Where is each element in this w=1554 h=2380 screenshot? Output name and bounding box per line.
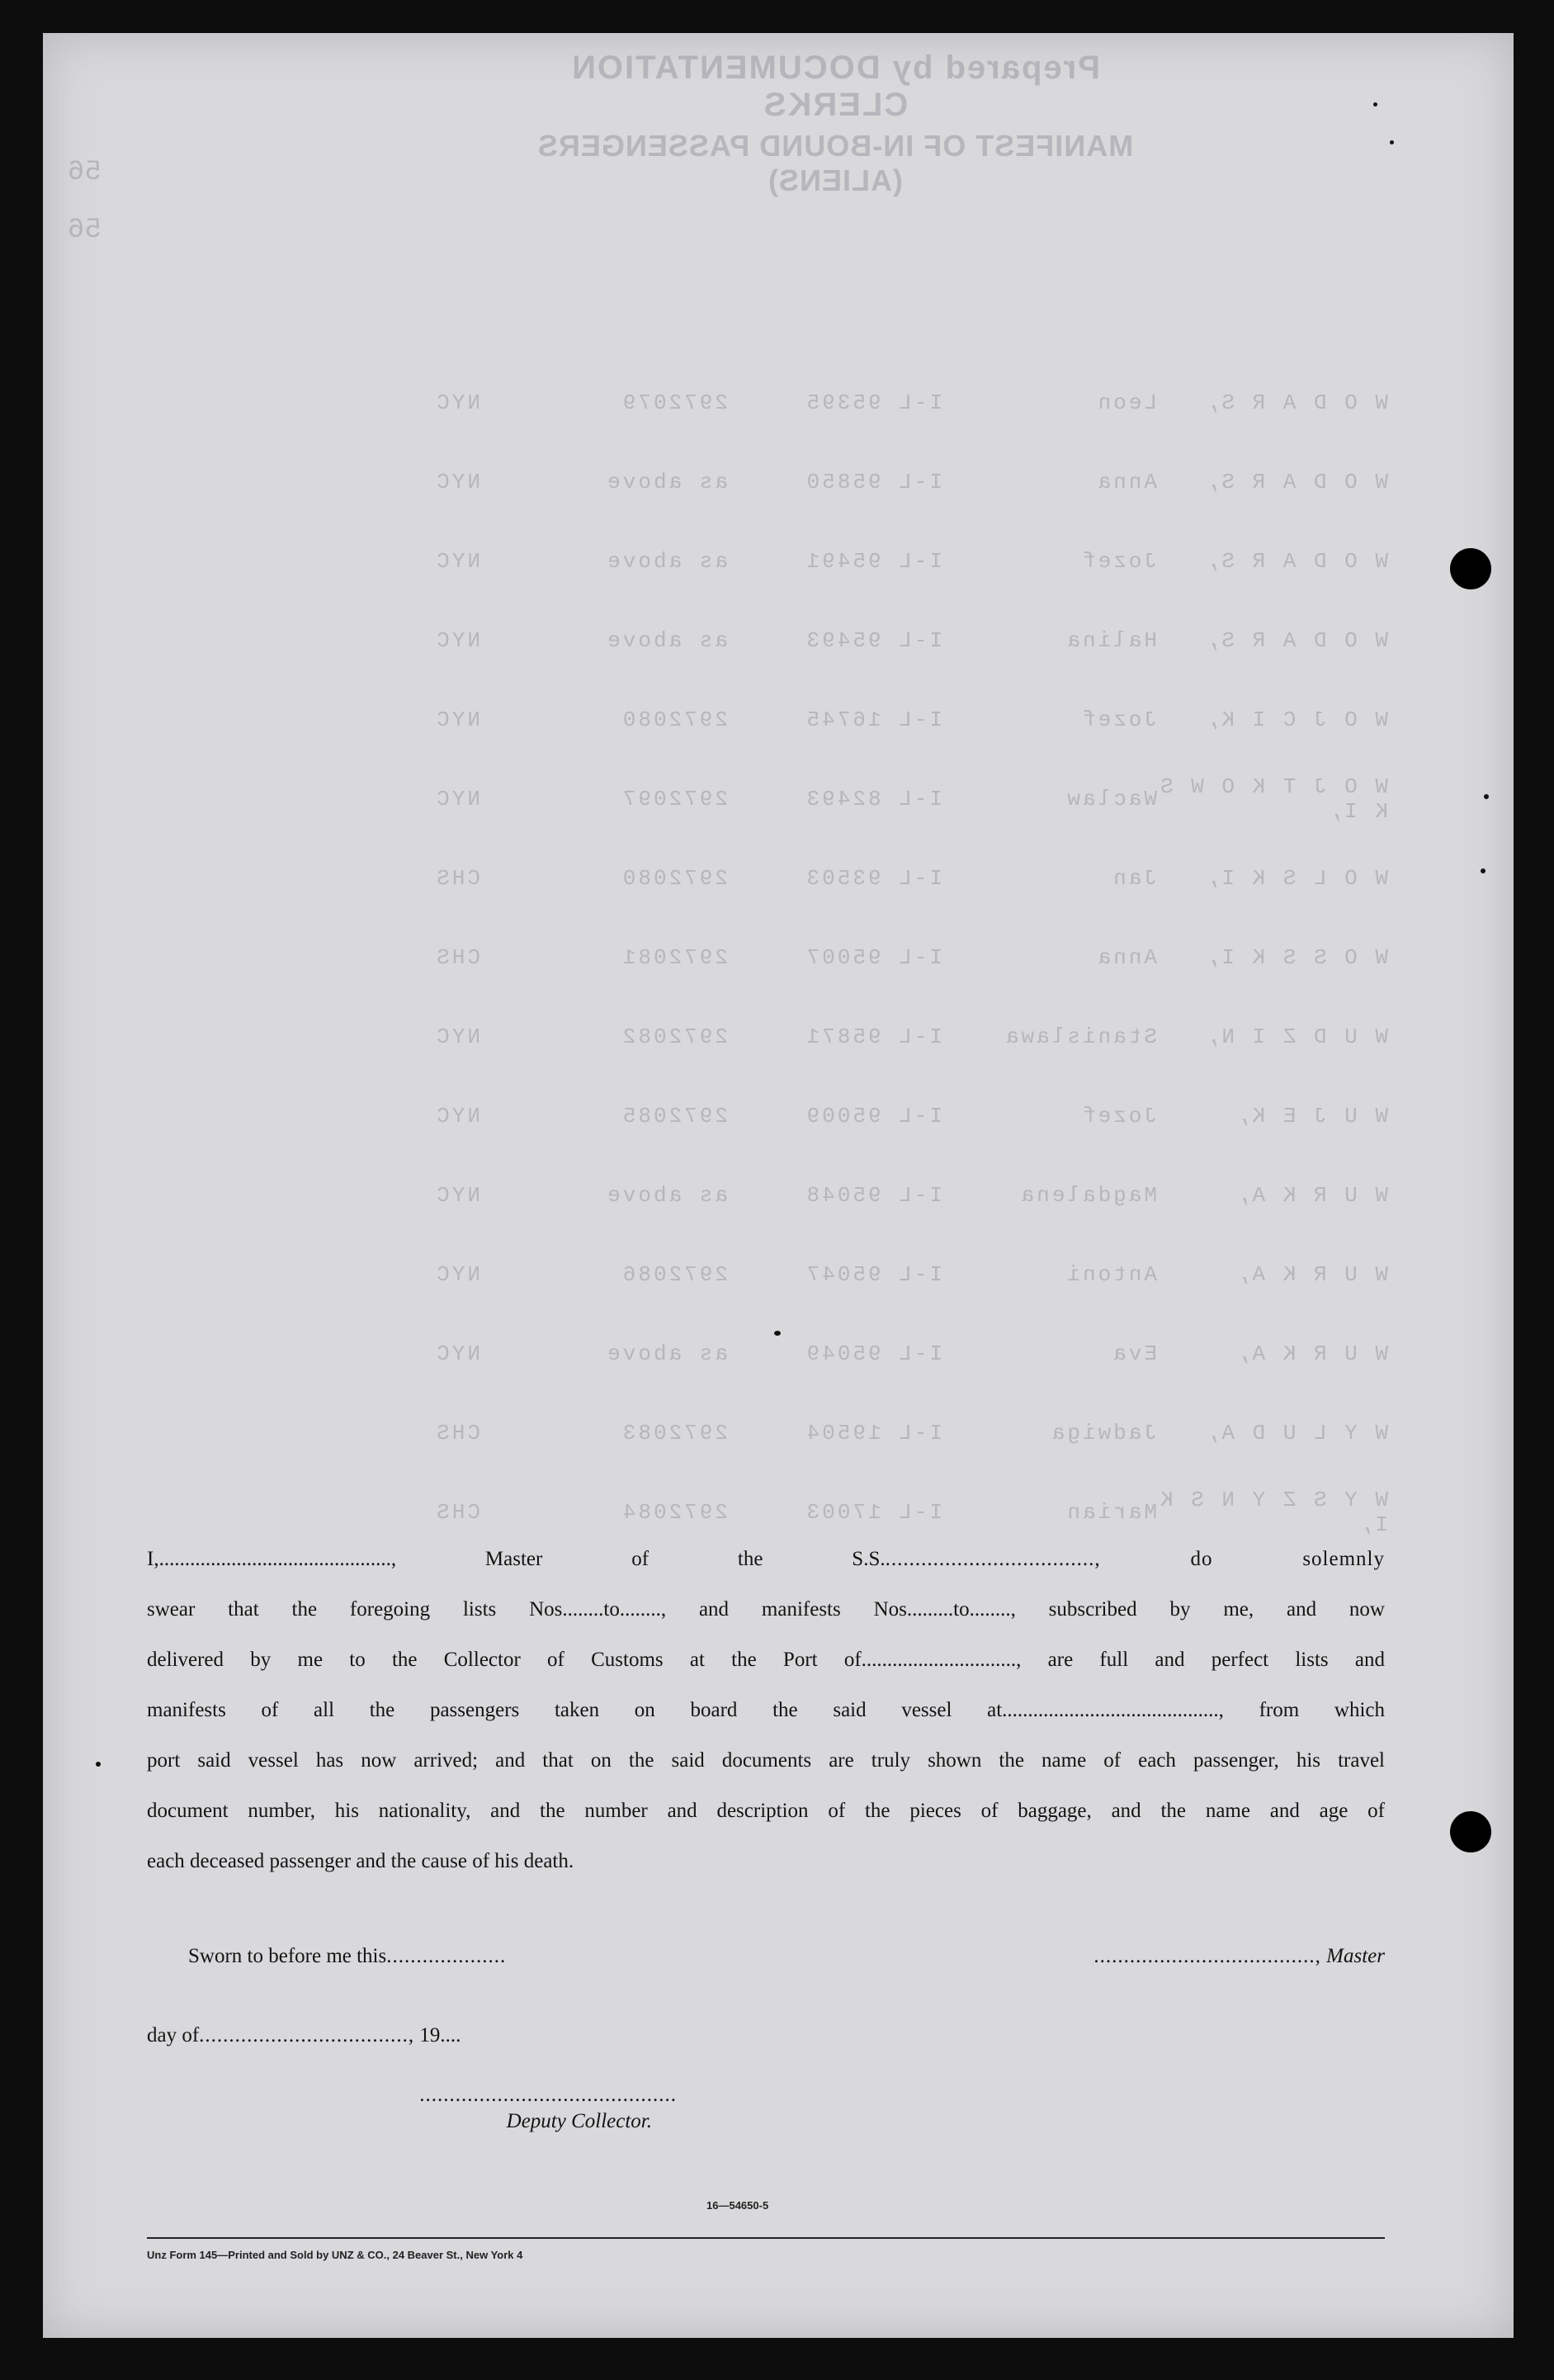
day-row [147, 2024, 1385, 2047]
printer-footer: Unz Form 145—Printed and Sold by UNZ & CO., 24 Beaver St., New York 4 [147, 2249, 523, 2261]
bleed-through-year: 56 [68, 157, 102, 188]
oath-line-4: manifests of all the passengers taken on board the said vessel at.........................................., from which [147, 1699, 1385, 1721]
speck [1390, 140, 1394, 144]
footer-divider [147, 2237, 1385, 2239]
deputy-block [215, 2084, 677, 2133]
speck [1373, 102, 1377, 106]
manifest-sheet [43, 33, 1514, 2338]
bleed-through-year: 56 [68, 215, 102, 246]
sworn-dots: .................... [386, 1945, 507, 1967]
year-field: 19.... [419, 2024, 461, 2046]
oath-line-3: delivered by me to the Collector of Customs at the Port of.............................., are full and perfect lists and [147, 1649, 1385, 1671]
master-signature-line: ....................................., [1093, 1945, 1321, 1967]
master-label: Master [1326, 1945, 1385, 1967]
sworn-label: Sworn to before me this [188, 1945, 387, 1967]
bleed-through-rows: W O D A R S, Leon I-L 95395 2972079 NYC W O D A R S, Anna I-L 95850 as above NYC W O D A R S, Jozef I-L 95491 as above NYC W O D A R S, Halina I-L 95493 as above NYC W O J C I K, Jozef I-L 16745 2972080 NYC W O J T K O W S K I, Waclaw I-L 82493 2972097 NYC W O L S K I, Jan I-L 93503 2972080 CHS W O S S K I, Anna I-L 95007 2972081 CHS W U D Z I N, Stanislawa I-L 95871 2972082 NYC W U J E K, Jozef I-L 95009 2972085 NYC W U R K A, Magdalena I-L 95048 as above NYC W U R K A, Antoni I-L 95047 2972086 NYC W U R K A, Eva I-L 95049 as above NYC W Y L U D A, Jadwiga I-L 19504 2972083 CHS W Y S Z Y N S K I, Marian I-L 17003 2972084 CHS [434, 390, 1388, 1537]
deputy-label: Deputy Collector. [506, 2110, 652, 2132]
bleed-through-background [43, 33, 1514, 2338]
oath-paragraph [147, 1534, 1385, 1886]
form-number: 16—54650-5 [706, 2199, 769, 2212]
bleed-through-header: Prepared by DOCUMENTATION CLERKS MANIFEST OF IN-BOUND PASSENGERS (ALIENS) [536, 50, 1134, 197]
oath-line-7: each deceased passenger and the cause of his death. [147, 1850, 574, 1872]
oath-line-1-a: I,............................................., Master of the S.S. [147, 1548, 886, 1570]
day-dots: ..................................., [199, 2024, 415, 2046]
speck [774, 1331, 781, 1336]
day-label: day of [147, 2024, 200, 2046]
oath-line-1-b: ..................................., do solemnly [885, 1548, 1385, 1570]
oath-line-6: document number, his nationality, and the number and description of the pieces of baggage, and the name and age of [147, 1800, 1385, 1822]
speck [1481, 868, 1486, 873]
punch-hole-top [1450, 548, 1491, 589]
sworn-row [188, 1945, 1385, 1968]
speck [96, 1762, 101, 1767]
oath-line-1 [147, 1534, 1385, 1584]
deputy-signature-line: ........................................... [419, 2084, 677, 2106]
punch-hole-bottom [1450, 1811, 1491, 1852]
oath-line-5: port said vessel has now arrived; and that on the said documents are truly shown the name of each passenger, his travel [147, 1749, 1385, 1772]
oath-line-2: swear that the foregoing lists Nos........to........, and manifests Nos.........to........, subscribed by me, and now [147, 1598, 1385, 1621]
speck [1484, 794, 1489, 799]
